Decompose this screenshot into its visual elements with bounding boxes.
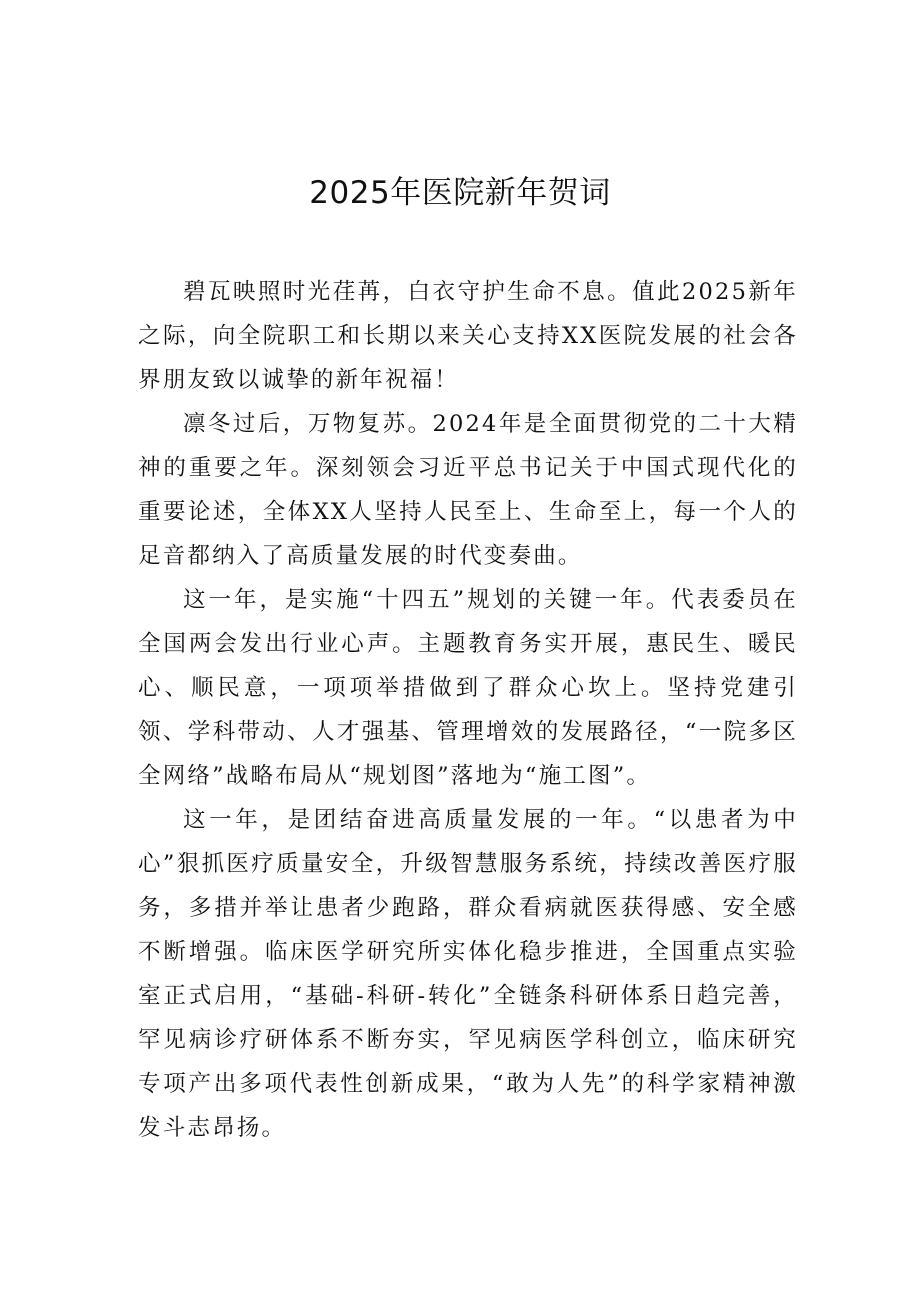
document-body (138, 270, 798, 1150)
paragraph-greeting: 碧瓦映照时光荏苒，白衣守护生命不息。值此2025新年之际，向全院职工和长期以来关心支持XX医院发展的社会各界朋友致以诚挚的新年祝福！ (138, 279, 798, 393)
document-title: 2025年医院新年贺词 (309, 175, 611, 211)
paragraph-14th-five-year-plan: 这一年，是实施“十四五”规划的关键一年。代表委员在全国两会发出行业心声。主题教育务实开展，惠民生、暖民心、顺民意，一项项举措做到了群众心坎上。坚持党建引领、学科带动、人才强基、管理增效的发展路径，“一院多区全网络”战略布局从“规划图”落地为“施工图”。 (138, 587, 798, 789)
paragraph-review-2024: 凛冬过后，万物复苏。2024年是全面贯彻党的二十大精神的重要之年。深刻领会习近平总书记关于中国式现代化的重要论述，全体XX人坚持人民至上、生命至上，每一个人的足音都纳入了高质量发展的时代变奏曲。 (138, 411, 798, 569)
paragraph-high-quality-development: 这一年，是团结奋进高质量发展的一年。“以患者为中心”狠抓医疗质量安全，升级智慧服务系统，持续改善医疗服务，多措并举让患者少跑路，群众看病就医获得感、安全感不断增强。临床医学研究所实体化稳步推进，全国重点实验室正式启用，“基础-科研-转化”全链条科研体系日趋完善，罕见病诊疗研体系不断夯实，罕见病医学科创立，临床研究专项产出多项代表性创新成果，“敢为人先”的科学家精神激发斗志昂扬。 (138, 807, 798, 1141)
